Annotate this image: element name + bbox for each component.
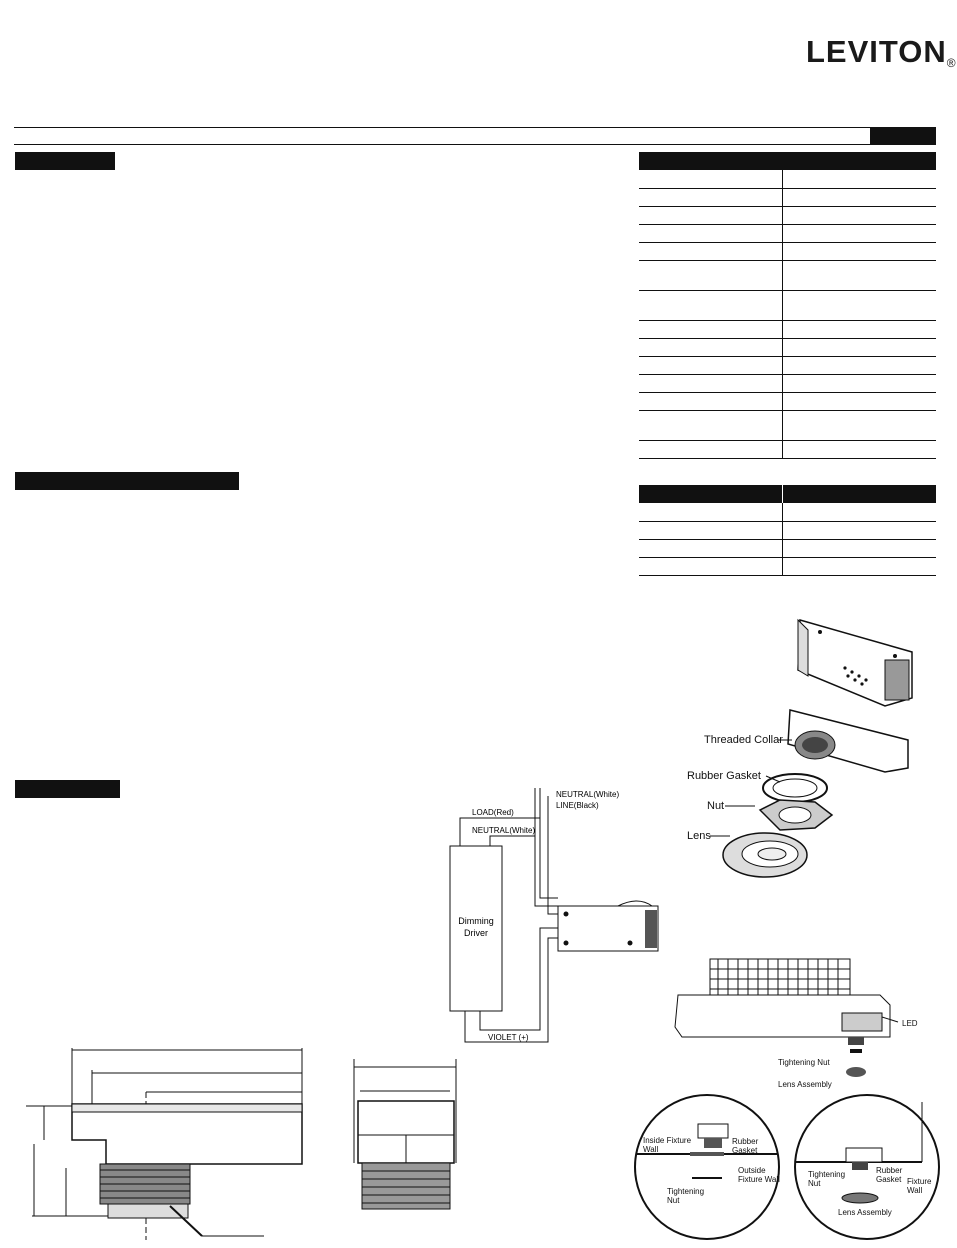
label-led: LED bbox=[902, 1019, 918, 1028]
label-violet: VIOLET (+) bbox=[488, 1033, 529, 1042]
section-bar-2 bbox=[15, 472, 239, 490]
title-rule-top bbox=[14, 127, 936, 128]
leviton-logo: LEVITON® bbox=[806, 34, 957, 70]
detail-right-tightening-2: Nut bbox=[808, 1179, 821, 1188]
label-load-red: LOAD(Red) bbox=[472, 808, 514, 817]
sensor-module bbox=[558, 906, 658, 951]
detail-left-inside-2: Wall bbox=[643, 1145, 659, 1154]
spec-table-1 bbox=[639, 152, 936, 459]
label-threaded-collar: Threaded Collar bbox=[704, 734, 783, 746]
detail-left-tightening-1: Tightening bbox=[667, 1187, 705, 1196]
label-line-black: LINE(Black) bbox=[556, 801, 599, 810]
detail-left-tightening-2: Nut bbox=[667, 1196, 680, 1205]
section-bar-1 bbox=[15, 152, 115, 170]
sensor-housing-bottom bbox=[788, 710, 908, 772]
sensor-housing-top bbox=[798, 620, 912, 706]
spec-table-2 bbox=[639, 485, 936, 576]
label-nut: Nut bbox=[707, 800, 725, 812]
detail-left-rubber-1: Rubber bbox=[732, 1137, 759, 1146]
dimension-drawing-front bbox=[340, 1055, 480, 1215]
label-rubber-gasket: Rubber Gasket bbox=[687, 770, 761, 782]
title-tab bbox=[870, 128, 936, 144]
detail-right-rubber-2: Gasket bbox=[876, 1175, 902, 1184]
wiring-diagram bbox=[440, 788, 665, 1050]
detail-left-inside-1: Inside Fixture bbox=[643, 1136, 692, 1145]
label-driver-line2: Driver bbox=[464, 928, 488, 938]
label-driver-line1: Dimming bbox=[458, 916, 494, 926]
detail-left-rubber-2: Gasket bbox=[732, 1146, 758, 1155]
title-rule-bottom bbox=[14, 144, 936, 145]
label-lens: Lens bbox=[687, 830, 711, 842]
label-lens-assembly: Lens Assembly bbox=[778, 1080, 832, 1089]
section-bar-3 bbox=[15, 780, 120, 798]
label-neutral-white: NEUTRAL(White) bbox=[472, 826, 536, 835]
detail-right-fixture-1: Fixture bbox=[907, 1177, 932, 1186]
label-tightening-nut: Tightening Nut bbox=[778, 1058, 830, 1067]
dimension-drawing-side bbox=[20, 1040, 320, 1240]
detail-left-outside-1: Outside bbox=[738, 1166, 766, 1175]
detail-right-lens-assembly: Lens Assembly bbox=[838, 1208, 892, 1217]
detail-left-outside-2: Fixture Wall bbox=[738, 1175, 780, 1184]
detail-right-rubber-1: Rubber bbox=[876, 1166, 903, 1175]
label-neutral-white-top: NEUTRAL(White) bbox=[556, 790, 620, 799]
detail-right-tightening-1: Tightening bbox=[808, 1170, 846, 1179]
exploded-leader-lines bbox=[680, 730, 790, 850]
detail-right-fixture-2: Wall bbox=[907, 1186, 923, 1195]
